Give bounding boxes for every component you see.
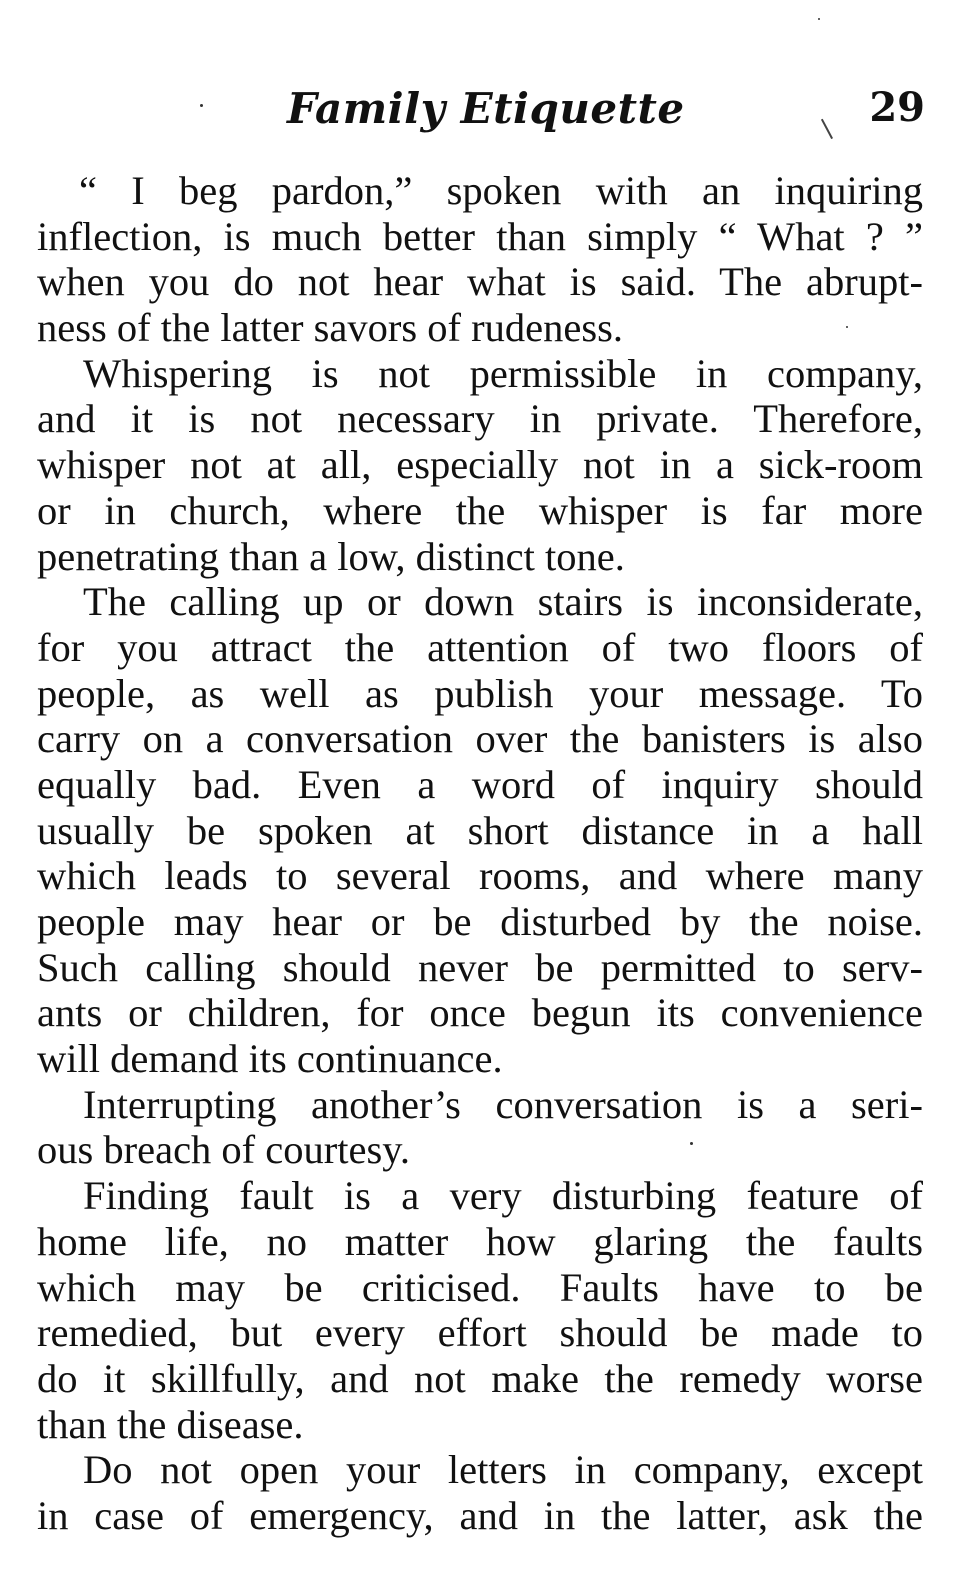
text-line: The calling up or down stairs is inconsiderate, bbox=[83, 579, 923, 625]
text-line: which may be criticised. Faults have to be bbox=[37, 1264, 923, 1310]
text-line: ness of the latter savors of rudeness. bbox=[37, 305, 623, 351]
text-line: and it is not necessary in private. Therefore, bbox=[37, 396, 923, 442]
text-line: people, as well as publish your message. To bbox=[37, 670, 923, 716]
text-line: Such calling should never be permitted to serv- bbox=[37, 944, 923, 990]
text-line: for you attract the attention of two floors of bbox=[37, 624, 923, 670]
text-line: Finding fault is a very disturbing feature of bbox=[83, 1173, 923, 1219]
text-line: usually be spoken at short distance in a hall bbox=[37, 807, 923, 853]
text-line: do it skillfully, and not make the remedy worse bbox=[37, 1355, 923, 1401]
text-line: or in church, where the whisper is far more bbox=[37, 487, 923, 533]
text-line: ants or children, for once begun its convenience bbox=[37, 990, 923, 1036]
text-line: Interrupting another’s conversation is a seri- bbox=[83, 1081, 923, 1127]
text-line: penetrating than a low, distinct tone. bbox=[37, 533, 625, 579]
text-line: inflection, is much better than simply “ What ? ” bbox=[37, 213, 923, 259]
body-text bbox=[37, 168, 923, 1539]
text-line: remedied, but every effort should be made to bbox=[37, 1310, 923, 1356]
page-number: 29 bbox=[869, 84, 925, 131]
running-title: Family Etiquette bbox=[287, 84, 685, 133]
text-line: people may hear or be disturbed by the noise. bbox=[37, 899, 923, 944]
text-line: home life, no matter how glaring the faults bbox=[37, 1218, 923, 1264]
text-line: will demand its continuance. bbox=[37, 1036, 503, 1082]
text-line: Whispering is not permissible in company, bbox=[83, 350, 923, 396]
text-line: carry on a conversation over the banisters is also bbox=[37, 716, 923, 762]
text-line: equally bad. Even a word of inquiry should bbox=[37, 761, 923, 807]
text-line: whisper not at all, especially not in a sick-room bbox=[37, 442, 923, 488]
text-line: than the disease. bbox=[37, 1401, 304, 1447]
text-line: in case of emergency, and in the latter, ask the bbox=[37, 1492, 923, 1538]
text-line: ous breach of courtesy. bbox=[37, 1127, 410, 1173]
ink-speck bbox=[200, 104, 203, 107]
text-line: which leads to several rooms, and where many bbox=[37, 853, 923, 899]
text-line: “ I beg pardon,” spoken with an inquiring bbox=[79, 168, 923, 213]
text-line: Do not open your letters in company, except bbox=[83, 1447, 923, 1493]
ink-speck bbox=[818, 18, 820, 20]
text-line: when you do not hear what is said. The abrupt- bbox=[37, 259, 923, 305]
